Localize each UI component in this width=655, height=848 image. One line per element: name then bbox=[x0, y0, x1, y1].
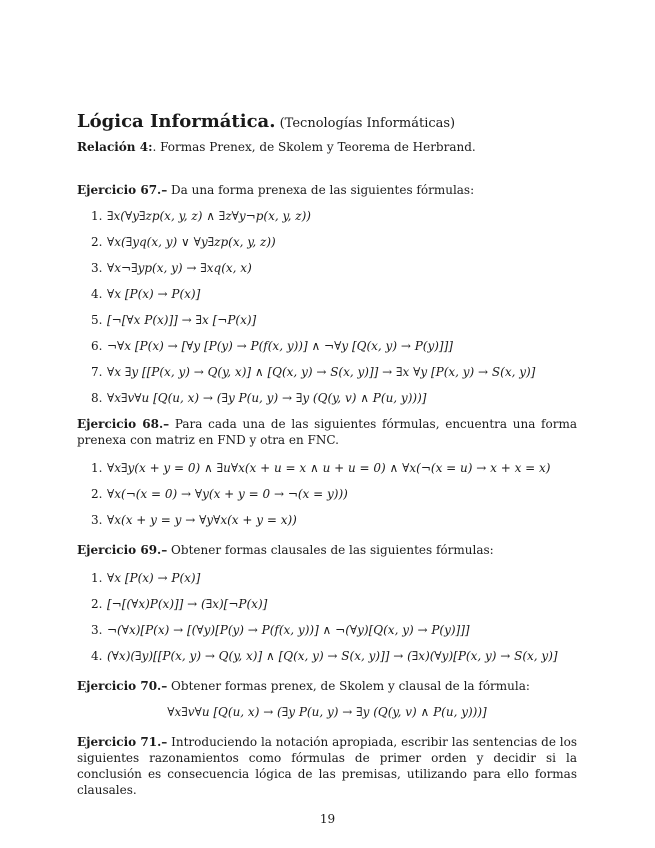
list-item: 3. ¬(∀x)[P(x) → [(∀y)[P(y) → P(f(x, y))] ∧ ¬(∀y)[Q(x, y) → P(y)]]] bbox=[91, 623, 470, 637]
relation-subtitle bbox=[77, 138, 577, 156]
exercise-70-label: Ejercicio 70.– bbox=[77, 679, 168, 693]
formula: ∀x∃v∀u [Q(u, x) → (∃y P(u, y) → ∃y (Q(y, v) ∧ P(u, y)))] bbox=[107, 391, 427, 405]
list-item: 2. ∀x(∃yq(x, y) ∨ ∀y∃zp(x, y, z)) bbox=[91, 235, 276, 249]
exercise-69-text: Obtener formas clausales de las siguientes fórmulas: bbox=[167, 543, 494, 557]
formula: ∀x ∃y [[P(x, y) → Q(y, x)] ∧ [Q(x, y) → S(x, y)]] → ∃x ∀y [P(x, y) → S(x, y)] bbox=[107, 365, 536, 379]
exercise-71-statement bbox=[77, 734, 577, 798]
relation-text: . Formas Prenex, de Skolem y Teorema de Herbrand. bbox=[152, 140, 476, 154]
list-item: 1. ∀x∃y(x + y = 0) ∧ ∃u∀x(x + u = x ∧ u + u = 0) ∧ ∀x(¬(x = u) → x + x = x) bbox=[91, 461, 551, 475]
formula: ∀x [P(x) → P(x)] bbox=[107, 287, 201, 301]
list-item: 5. [¬[∀x P(x)]] → ∃x [¬P(x)] bbox=[91, 313, 257, 327]
exercise-68-label: Ejercicio 68.– bbox=[77, 417, 170, 431]
exercise-67-label: Ejercicio 67.– bbox=[77, 183, 168, 197]
page-content bbox=[77, 112, 577, 798]
document-title: Lógica Informática. bbox=[77, 111, 276, 132]
list-item: 4. ∀x [P(x) → P(x)] bbox=[91, 287, 201, 301]
exercise-69-statement bbox=[77, 542, 577, 558]
formula: [¬[(∀x)P(x)]] → (∃x)[¬P(x)] bbox=[107, 597, 268, 611]
formula: ∀x∃y(x + y = 0) ∧ ∃u∀x(x + u = x ∧ u + u = 0) ∧ ∀x(¬(x = u) → x + x = x) bbox=[107, 461, 551, 475]
document-header bbox=[77, 112, 577, 134]
list-item: 7. ∀x ∃y [[P(x, y) → Q(y, x)] ∧ [Q(x, y) → S(x, y)]] → ∃x ∀y [P(x, y) → S(x, y)] bbox=[91, 365, 536, 379]
list-item: 2. ∀x(¬(x = 0) → ∀y(x + y = 0 → ¬(x = y))) bbox=[91, 487, 348, 501]
exercise-69-label: Ejercicio 69.– bbox=[77, 543, 168, 557]
list-item: 4. (∀x)(∃y)[[P(x, y) → Q(y, x)] ∧ [Q(x, y) → S(x, y)]] → (∃x)(∀y)[P(x, y) → S(x, y)] bbox=[91, 649, 558, 663]
formula: ¬(∀x)[P(x) → [(∀y)[P(y) → P(f(x, y))] ∧ ¬(∀y)[Q(x, y) → P(y)]]] bbox=[107, 623, 470, 637]
formula: ∀x(x + y = y → ∀y∀x(x + y = x)) bbox=[107, 513, 297, 527]
exercise-70-formula: ∀x∃v∀u [Q(u, x) → (∃y P(u, y) → ∃y (Q(y, v) ∧ P(u, y)))] bbox=[167, 705, 487, 719]
formula: (∀x)(∃y)[[P(x, y) → Q(y, x)] ∧ [Q(x, y) → S(x, y)]] → (∃x)(∀y)[P(x, y) → S(x, y)] bbox=[107, 649, 558, 663]
list-item: 3. ∀x¬∃yp(x, y) → ∃xq(x, x) bbox=[91, 261, 252, 275]
exercise-70-text: Obtener formas prenex, de Skolem y clausal de la fórmula: bbox=[167, 679, 530, 693]
formula: ∀x¬∃yp(x, y) → ∃xq(x, x) bbox=[107, 261, 252, 275]
list-item: 3. ∀x(x + y = y → ∀y∀x(x + y = x)) bbox=[91, 513, 297, 527]
relation-label: Relación 4: bbox=[77, 140, 153, 154]
exercise-68-list bbox=[77, 460, 577, 528]
list-item: 2. [¬[(∀x)P(x)]] → (∃x)[¬P(x)] bbox=[91, 597, 268, 611]
exercise-71-text: Introduciendo la notación apropiada, escribir las sentencias de los siguientes razonamientos como fórmulas de primer orden y decidir si la conclusión es consecuencia lógica de las premisas, utilizando para ello formas clausales. bbox=[77, 735, 577, 797]
list-item: 1. ∃x(∀y∃zp(x, y, z) ∧ ∃z∀y¬p(x, y, z)) bbox=[91, 209, 311, 223]
exercise-67-list bbox=[77, 208, 577, 406]
formula: ¬∀x [P(x) → [∀y [P(y) → P(f(x, y))] ∧ ¬∀y [Q(x, y) → P(y)]]] bbox=[107, 339, 453, 353]
list-item: 6. ¬∀x [P(x) → [∀y [P(y) → P(f(x, y))] ∧ ¬∀y [Q(x, y) → P(y)]]] bbox=[91, 339, 453, 353]
formula: [¬[∀x P(x)]] → ∃x [¬P(x)] bbox=[107, 313, 257, 327]
formula: ∀x [P(x) → P(x)] bbox=[107, 571, 201, 585]
exercise-69-list bbox=[77, 570, 577, 664]
formula: ∀x(¬(x = 0) → ∀y(x + y = 0 → ¬(x = y))) bbox=[107, 487, 348, 501]
page-number: 19 bbox=[319, 812, 336, 826]
exercise-67-statement bbox=[77, 182, 577, 198]
exercise-68-text: Para cada una de las siguientes fórmulas, encuentra una forma prenexa con matriz en FND y otra en FNC. bbox=[77, 417, 577, 447]
formula: ∀x(∃yq(x, y) ∨ ∀y∃zp(x, y, z)) bbox=[107, 235, 276, 249]
exercise-71-label: Ejercicio 71.– bbox=[77, 735, 168, 749]
exercise-68-statement bbox=[77, 416, 577, 448]
exercise-70-statement bbox=[77, 678, 577, 694]
formula: ∃x(∀y∃zp(x, y, z) ∧ ∃z∀y¬p(x, y, z)) bbox=[107, 209, 311, 223]
document-title-note: (Tecnologías Informáticas) bbox=[279, 116, 456, 131]
exercise-67-text: Da una forma prenexa de las siguientes fórmulas: bbox=[167, 183, 475, 197]
list-item: 1. ∀x [P(x) → P(x)] bbox=[91, 571, 201, 585]
list-item: 8. ∀x∃v∀u [Q(u, x) → (∃y P(u, y) → ∃y (Q(y, v) ∧ P(u, y)))] bbox=[91, 391, 427, 405]
